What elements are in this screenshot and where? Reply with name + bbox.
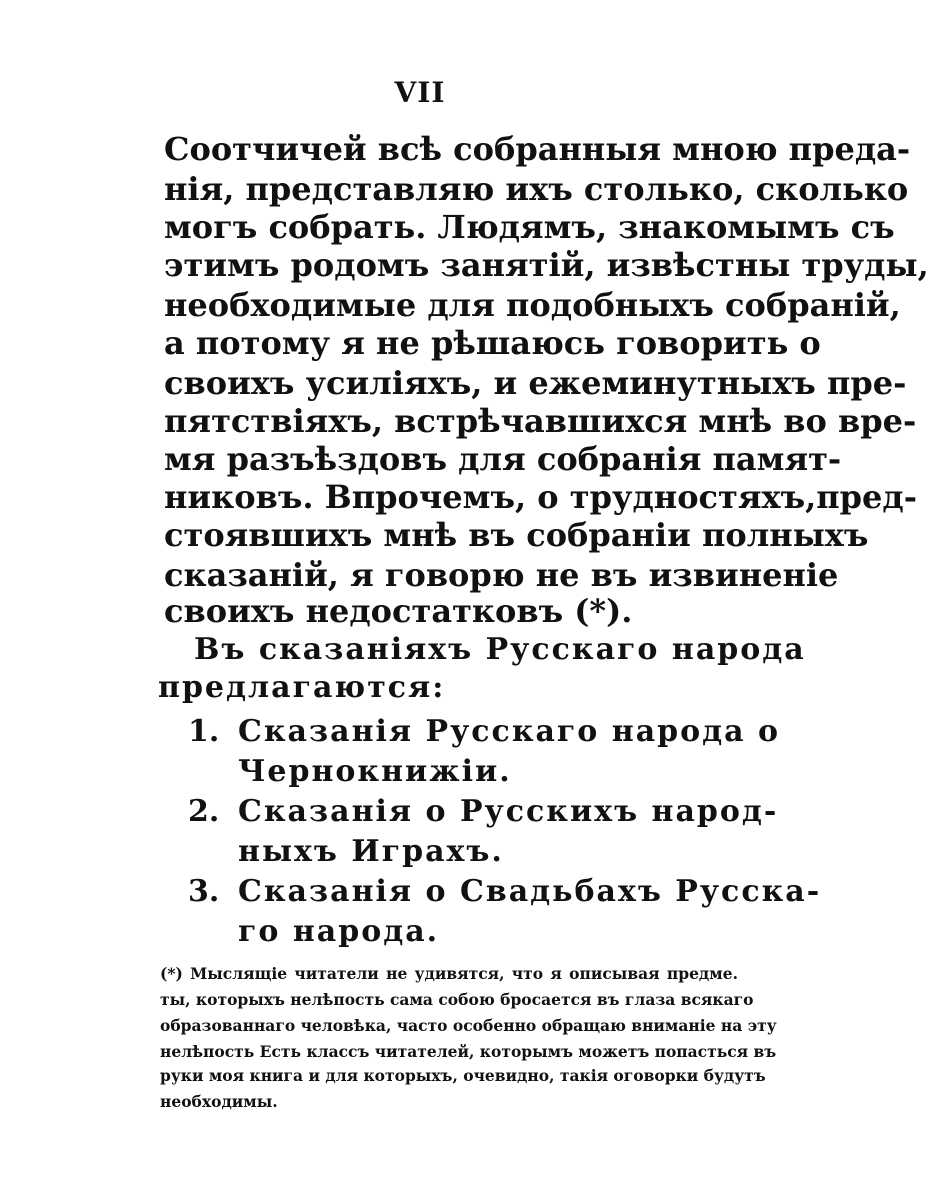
paragraph-line: пятствіяхъ, встрѣчавшихся мнѣ во вре- bbox=[164, 402, 917, 440]
footnote-line: необходимы. bbox=[160, 1092, 278, 1111]
list-item-line: ныхъ Играхъ. bbox=[238, 834, 504, 869]
paragraph-line: своихъ недостатковъ (*). bbox=[164, 592, 633, 630]
footnote-line: ты, которыхъ нелѣпость сама собою бросается въ глаза всякаго bbox=[160, 990, 754, 1009]
list-item-line: Сказанія Русскаго народа о bbox=[238, 714, 781, 749]
footnote-line: нелѣпость Есть классъ читателей, которымъ можетъ попасться въ bbox=[160, 1042, 777, 1061]
list-item-number: 3. bbox=[188, 874, 220, 909]
paragraph-line: необходимые для подобныхъ собраній, bbox=[164, 286, 901, 324]
paragraph-line: стоявшихъ мнѣ въ собраніи полныхъ bbox=[164, 516, 869, 554]
list-item-number: 2. bbox=[188, 794, 220, 829]
paragraph-line: этимъ родомъ занятій, извѣстны труды, bbox=[164, 246, 929, 284]
footnote-line: (*) Мыслящіе читатели не удивятся, что я описывая предме. bbox=[160, 964, 738, 983]
footnote-line: руки моя книга и для которыхъ, очевидно, такія оговорки будутъ bbox=[160, 1066, 766, 1085]
list-item-line: Сказанія о Свадьбахъ Русска- bbox=[238, 874, 822, 909]
paragraph-line: мя разъѣздовъ для собранія памят- bbox=[164, 440, 842, 478]
list-item-line: Чернокнижіи. bbox=[238, 754, 512, 789]
paragraph-line: никовъ. Впрочемъ, о трудностяхъ,пред- bbox=[164, 478, 918, 516]
list-item-line: го народа. bbox=[238, 914, 440, 949]
paragraph-line: а потому я не рѣшаюсь говорить о bbox=[164, 324, 821, 362]
list-item-line: Сказанія о Русскихъ народ- bbox=[238, 794, 779, 829]
paragraph-line: Соотчичей всѣ собранныя мною преда- bbox=[164, 130, 911, 168]
intro-line: предлагаются: bbox=[158, 670, 446, 705]
footnote-line: образованнаго человѣка, часто особенно обращаю вниманіе на эту bbox=[160, 1016, 777, 1035]
paragraph-line: могъ собрать. Людямъ, знакомымъ съ bbox=[164, 208, 895, 246]
list-item-number: 1. bbox=[188, 714, 220, 749]
intro-line: Въ сказаніяхъ Русскаго народа bbox=[194, 632, 806, 667]
paragraph-line: нія, представляю ихъ столько, сколько bbox=[164, 170, 909, 208]
page-number: VII bbox=[394, 76, 446, 109]
paragraph-line: сказаній, я говорю не въ извиненіе bbox=[164, 556, 839, 594]
paragraph-line: своихъ усиліяхъ, и ежеминутныхъ пре- bbox=[164, 364, 907, 402]
